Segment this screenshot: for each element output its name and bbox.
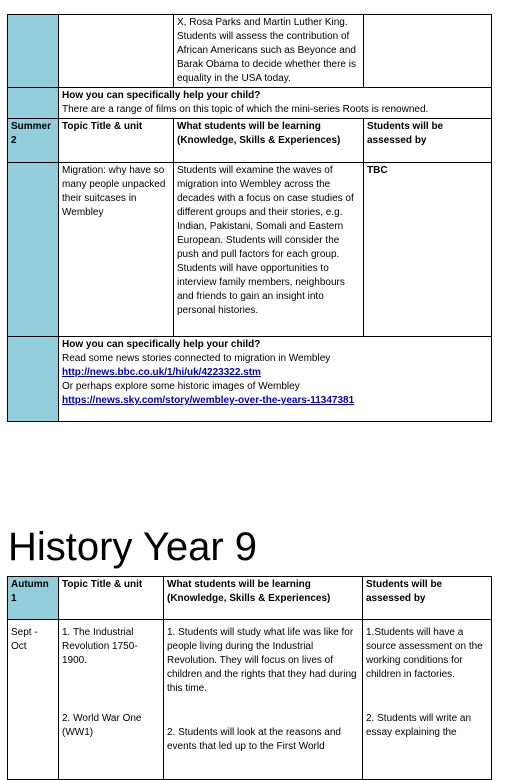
help-row — [8, 337, 492, 422]
help-text: Or perhaps explore some historic images of Wembley — [62, 381, 300, 392]
autumn-curriculum-table — [7, 576, 492, 780]
assessed-cell — [363, 620, 492, 780]
term-cell-blank — [8, 15, 59, 88]
learning-continuation: X, Rosa Parks and Martin Luther King. Students will assess the contribution of African Americans such as Beyonce and Barak Obama to decide whether there is equality in the USA today. — [174, 15, 364, 88]
topic-row — [8, 163, 492, 337]
page-heading: History Year 9 — [8, 525, 258, 569]
bbc-news-link[interactable]: http://news.bbc.co.uk/1/hi/uk/4223322.stm — [62, 367, 261, 378]
topic-item: 2. World War One (WW1) — [62, 713, 142, 738]
header-row — [8, 577, 492, 620]
help-cell — [59, 337, 492, 422]
help-cell — [59, 88, 492, 119]
col-learning-header: What students will be learning (Knowledge, Skills & Experiences) — [164, 577, 363, 620]
assessed-item: 2. Students will write an essay explaining the — [366, 713, 472, 738]
topic-cell-blank — [59, 15, 174, 88]
header-row — [8, 119, 492, 163]
assessed-item: 1.Students will have a source assessment on the working conditions for children in factories. — [366, 627, 483, 680]
sky-news-link[interactable]: https://news.sky.com/story/wembley-over-the-years-11347381 — [62, 395, 355, 406]
help-text: There are a range of films on this topic of which the mini-series Roots is renowned. — [62, 104, 429, 115]
help-text: Read some news stories connected to migration in Wembley — [62, 353, 331, 364]
learning-cell — [164, 620, 363, 780]
learning-item: 1. Students will study what life was like for people living during the Industrial Revolution. They will focus on lives of children and the rights that they had during this time. — [167, 627, 357, 694]
dates-cell: Sept - Oct — [8, 620, 59, 780]
topic-cell — [59, 620, 164, 780]
col-learning-header: What students will be learning (Knowledge, Skills & Experiences) — [174, 119, 364, 163]
learning-item: 2. Students will look at the reasons and events that led up to the First World — [167, 727, 341, 752]
col-topic-header: Topic Title & unit — [59, 119, 174, 163]
assessed-cell-blank — [364, 15, 492, 88]
continuation-row — [8, 15, 492, 88]
term-label: Autumn 1 — [8, 577, 59, 620]
topic-row — [8, 620, 492, 780]
help-row — [8, 88, 492, 119]
help-title: How you can specifically help your child? — [62, 339, 261, 350]
col-assessed-header: Students will be assessed by — [363, 577, 492, 620]
topic-cell: Migration: why have so many people unpacked their suitcases in Wembley — [59, 163, 174, 337]
assessed-cell: TBC — [364, 163, 492, 337]
col-topic-header: Topic Title & unit — [59, 577, 164, 620]
help-title: How you can specifically help your child? — [62, 90, 261, 101]
summer-curriculum-table — [7, 14, 492, 422]
term-cell-blank — [8, 337, 59, 422]
term-cell-blank — [8, 163, 59, 337]
col-assessed-header: Students will be assessed by — [364, 119, 492, 163]
topic-item: 1. The Industrial Revolution 1750-1900. — [62, 627, 138, 666]
term-cell-blank — [8, 88, 59, 119]
learning-cell: Students will examine the waves of migration into Wembley across the decades with a focus on case studies of different groups and their stories, e.g. Indian, Pakistani, Somali and Eastern European. Students will consider the push and pull factors for each group. Students will have opportunities to interview family members, neighbours and friends to gain an insight into personal histories. — [174, 163, 364, 337]
term-label: Summer 2 — [8, 119, 59, 163]
